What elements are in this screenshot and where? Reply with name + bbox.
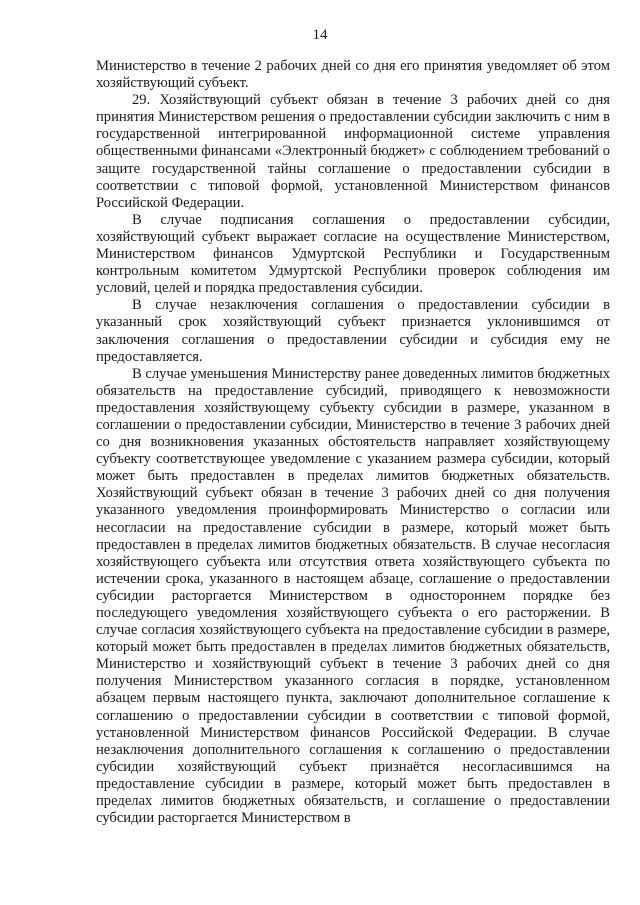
document-body bbox=[96, 58, 610, 827]
paragraph-item-29: 29. Хозяйствующий субъект обязан в течение 3 рабочих дней со дня принятия Министерством решения о предоставлении субсидии заключить с ним в государственной интегрированной информационной системе управления общественными финансами «Электронный бюджет» с соблюдением требований о защите государственной тайны соглашение о предоставлении субсидии в соответствии с типовой формой, установленной Министерством финансов Российской Федерации. bbox=[96, 92, 610, 211]
page-number: 14 bbox=[312, 27, 328, 43]
paragraph-limit-reduction: В случае уменьшения Министерству ранее доведенных лимитов бюджетных обязательств на предоставление субсидий, приводящего к невозможности предоставления хозяйствующему субъекту субсидии в размере, указанном в соглашении о предоставлении субсидии, Министерство в течение 3 рабочих дней со дня возникновения указанных обстоятельств направляет хозяйствующему субъекту соответствующее уведомление с указанием размера субсидии, который может быть предоставлен в пределах лимитов бюджетных обязательств. Хозяйствующий субъект обязан в течение 3 рабочих дней со дня получения указанного уведомления проинформировать Министерство о согласии или несогласии на предоставление субсидии в размере, который может быть предоставлен в пределах лимитов бюджетных обязательств. В случае несогласия хозяйствующего субъекта или отсутствия ответа хозяйствующего субъекта по истечении срока, указанного в настоящем абзаце, соглашение о предоставлении субсидии расторгается Министерством в одностороннем порядке без последующего уведомления хозяйствующего субъекта о его расторжении. В случае согласия хозяйствующего субъекта на предоставление субсидии в размере, который может быть предоставлен в пределах лимитов бюджетных обязательств, Министерство и хозяйствующий субъект в течение 3 рабочих дней со дня получения Министерством указанного согласия в порядке, установленном абзацем первым настоящего пункта, заключают дополнительное соглашение к соглашению о предоставлении субсидии в соответствии с типовой формой, установленной Министерством финансов Российской Федерации. В случае незаключения дополнительного соглашения к соглашению о предоставлении субсидии хозяйствующий субъект признаётся несогласившимся на предоставление субсидии в размере, который может быть предоставлен в пределах лимитов бюджетных обязательств, и соглашение о предоставлении субсидии расторгается Министерством в bbox=[96, 365, 610, 827]
paragraph-non-conclusion: В случае незаключения соглашения о предоставлении субсидии в указанный срок хозяйствующий субъект признается уклонившимся от заключения соглашения о предоставлении субсидии и субсидия ему не предоставляется. bbox=[96, 297, 610, 365]
paragraph-signing-consent: В случае подписания соглашения о предоставлении субсидии, хозяйствующий субъект выражает согласие на осуществление Министерством, Министерством финансов Удмуртской Республики и Государственным контрольным комитетом Удмуртской Республики проверок соблюдения им условий, целей и порядка предоставления субсидии. bbox=[96, 211, 610, 297]
paragraph-continuation: Министерство в течение 2 рабочих дней со дня его принятия уведомляет об этом хозяйствующий субъект. bbox=[96, 58, 610, 92]
